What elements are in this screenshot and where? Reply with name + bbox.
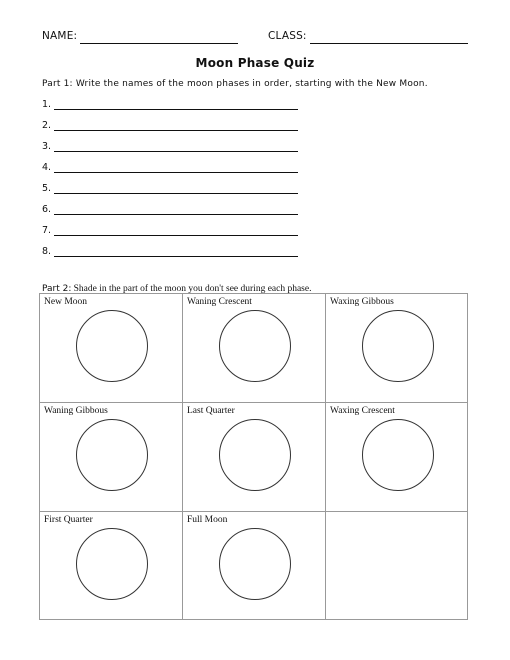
blank-number: 5. (42, 183, 52, 194)
blank-line (54, 193, 298, 194)
name-label: NAME: (42, 30, 78, 42)
empty-cell (326, 512, 467, 619)
phase-cell (326, 403, 467, 512)
part1-instruction: Write the names of the moon phases in order, starting with the New Moon. (75, 79, 428, 89)
part2-label: Part 2: (42, 284, 72, 294)
phase-cell (326, 294, 467, 403)
blank-number: 6. (42, 204, 52, 215)
moon-circle[interactable] (76, 528, 148, 600)
blank-number: 8. (42, 246, 52, 257)
blank-number: 3. (42, 141, 52, 152)
blank-number: 4. (42, 162, 52, 173)
phase-label: Waning Crescent (187, 297, 252, 307)
blank-line (54, 172, 298, 173)
blank-line (54, 151, 298, 152)
phase-label: Waxing Crescent (330, 406, 395, 416)
moon-circle[interactable] (362, 310, 434, 382)
class-line[interactable] (310, 43, 468, 44)
blank-line (54, 256, 298, 257)
phase-cell (183, 403, 326, 512)
blank-number: 7. (42, 225, 52, 236)
page-title: Moon Phase Quiz (195, 56, 315, 70)
blank-number: 1. (42, 99, 52, 110)
class-label: CLASS: (268, 30, 307, 42)
header-row (42, 30, 472, 46)
phase-cell (40, 403, 183, 512)
moon-circle[interactable] (219, 310, 291, 382)
phase-cell (183, 512, 326, 619)
moon-circle[interactable] (219, 528, 291, 600)
moon-phase-grid (39, 293, 468, 620)
phase-cell (40, 512, 183, 619)
blank-line (54, 214, 298, 215)
moon-circle[interactable] (219, 419, 291, 491)
moon-circle[interactable] (76, 310, 148, 382)
phase-label: First Quarter (44, 515, 93, 525)
blank-line (54, 130, 298, 131)
phase-label: New Moon (44, 297, 88, 307)
part1-heading (42, 79, 428, 89)
part2-instruction: Shade in the part of the moon you don't see during each phase. (73, 284, 312, 294)
blank-line (54, 109, 298, 110)
moon-circle[interactable] (362, 419, 434, 491)
phase-label: Waxing Gibbous (330, 297, 394, 307)
blank-number: 2. (42, 120, 52, 131)
phase-cell (183, 294, 326, 403)
part1-label: Part 1: (42, 79, 73, 89)
moon-circle[interactable] (76, 419, 148, 491)
blank-line (54, 235, 298, 236)
phase-cell (40, 294, 183, 403)
phase-label: Waning Gibbous (44, 406, 108, 416)
phase-label: Full Moon (187, 515, 228, 525)
name-line[interactable] (80, 43, 238, 44)
phase-label: Last Quarter (187, 406, 235, 416)
